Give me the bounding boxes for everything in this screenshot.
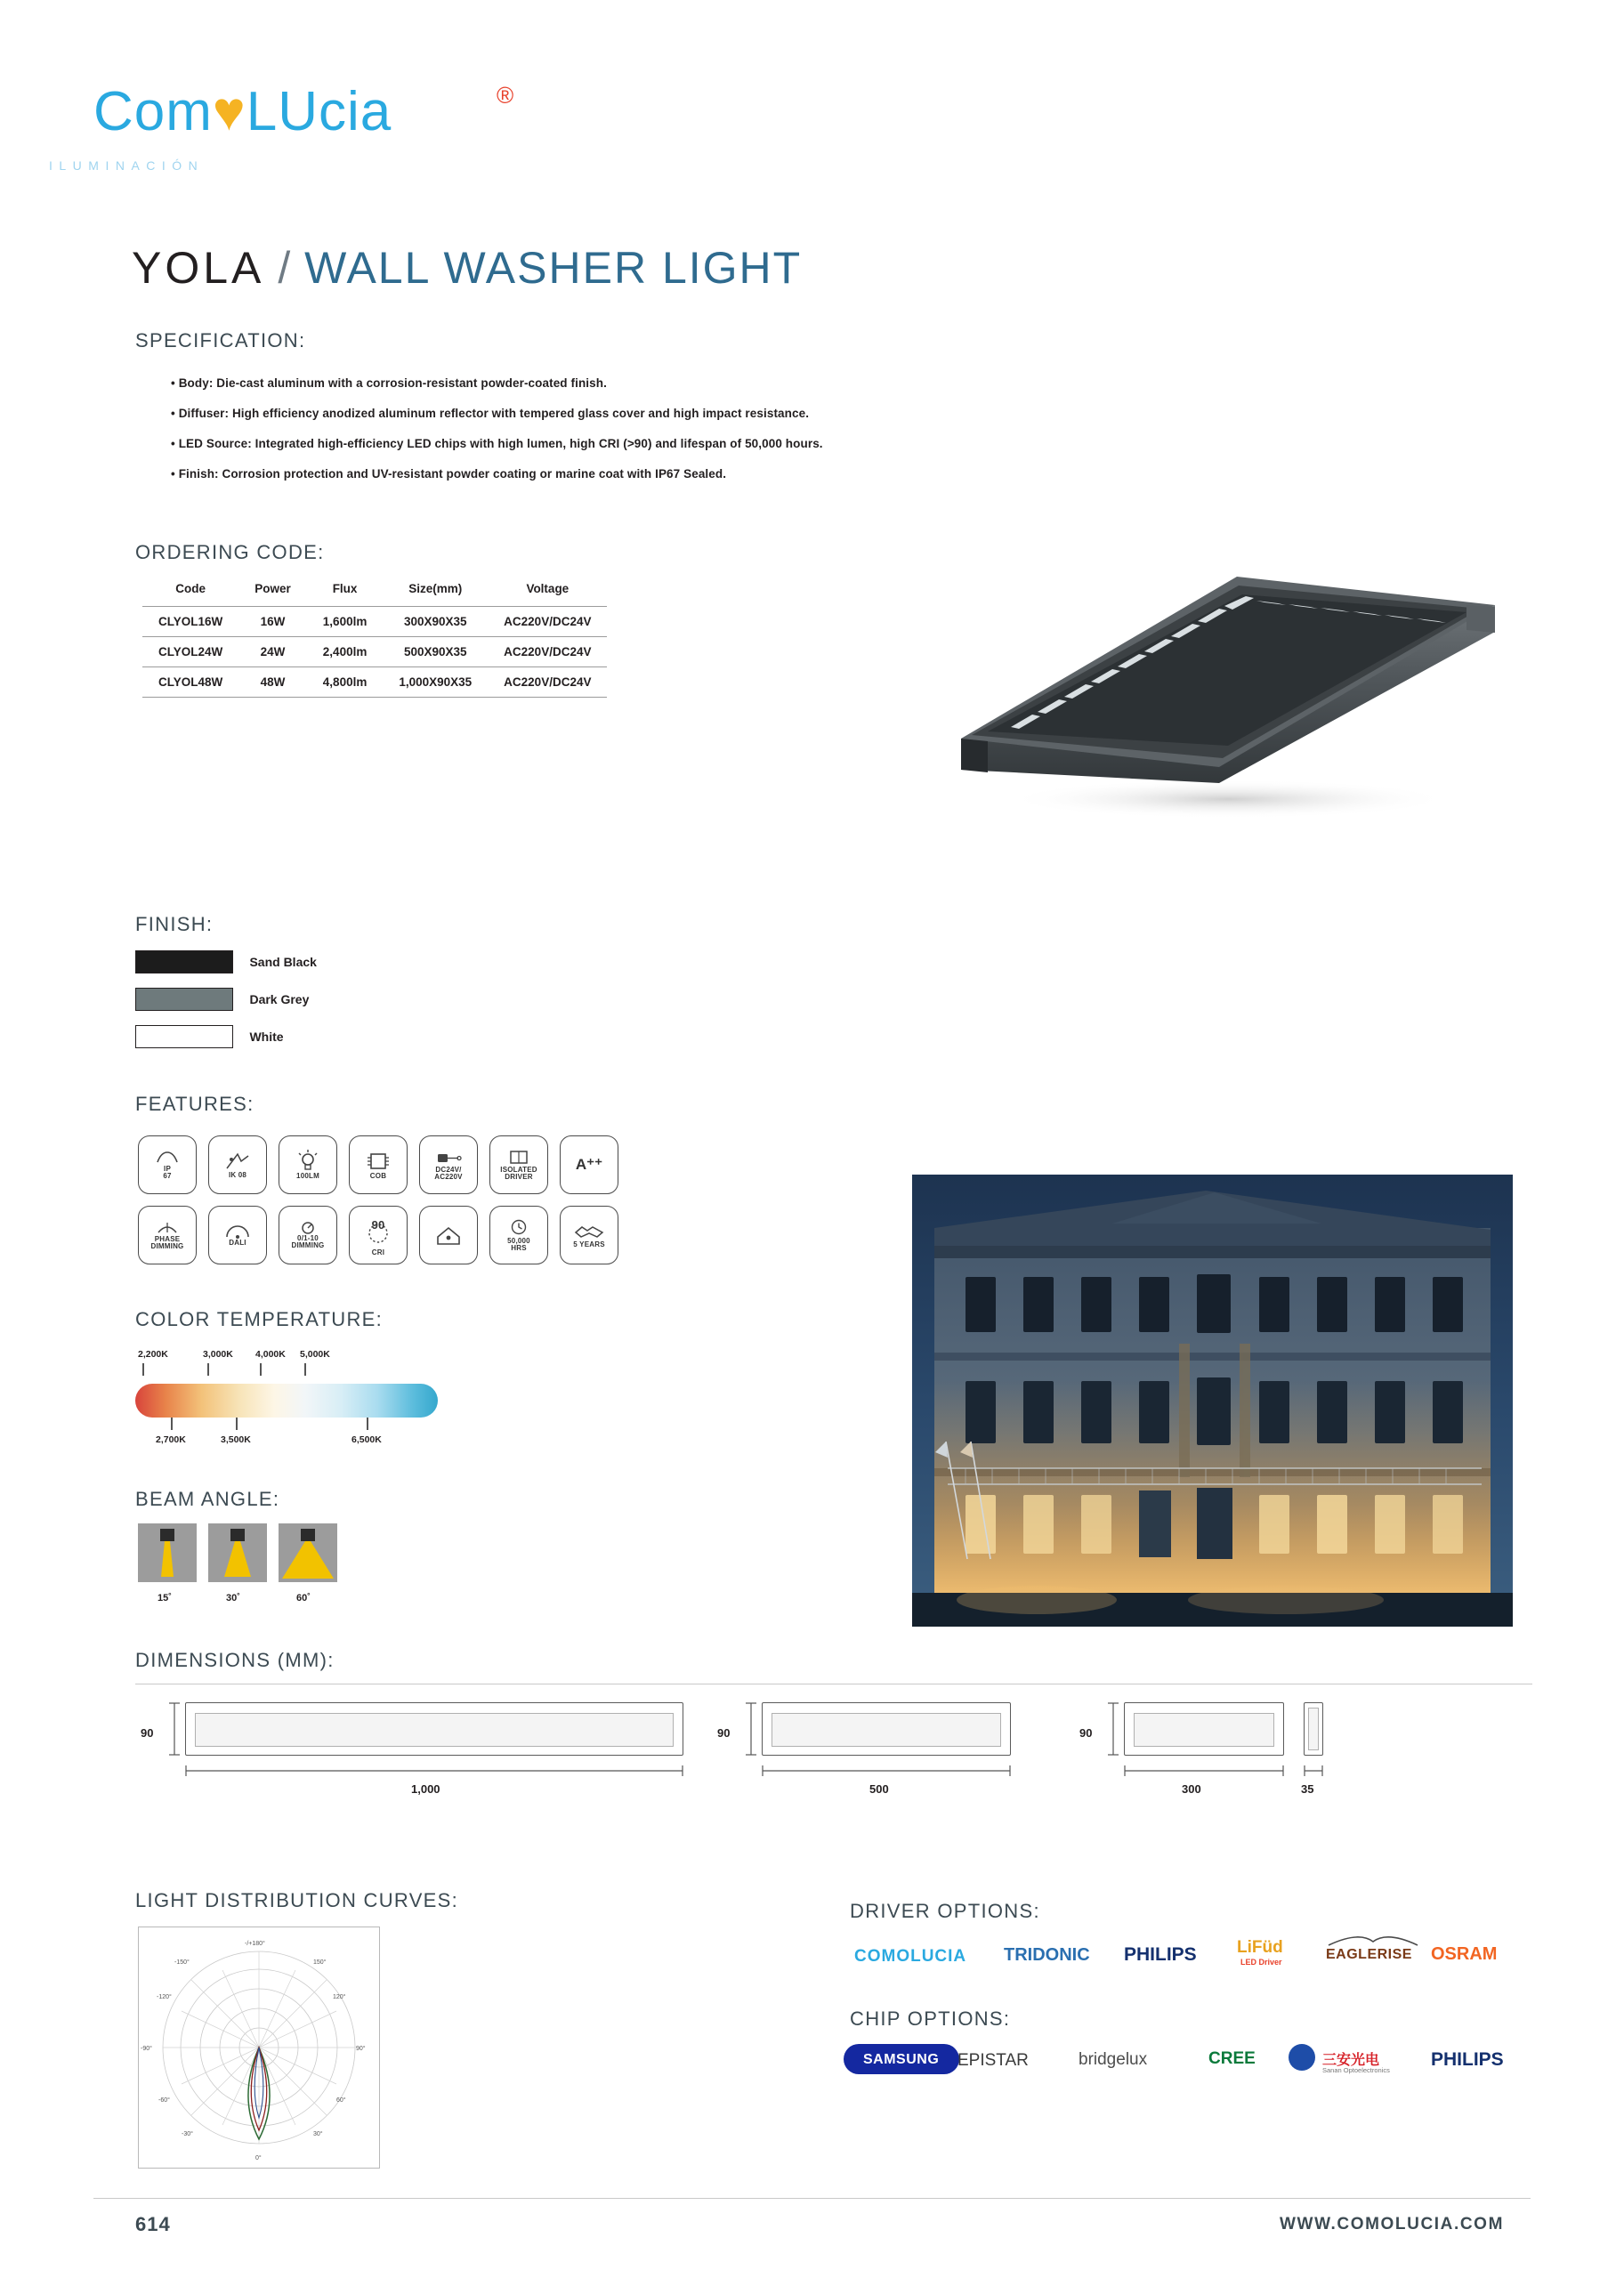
footer-website: WWW.COMOLUCIA.COM — [1280, 2215, 1504, 2234]
registered-trademark-icon: ® — [497, 82, 514, 109]
cct-tick — [260, 1363, 262, 1376]
spec-item: • Body: Die-cast aluminum with a corrosion-resistant powder-coated finish. — [171, 377, 1159, 391]
swatch-dark-grey[interactable] — [135, 988, 233, 1011]
dimension-length-label: 1,000 — [411, 1782, 440, 1796]
dimension-drawing-1000 — [185, 1702, 683, 1756]
cell-flux: 2,400lm — [307, 637, 384, 667]
chip-options-heading: CHIP OPTIONS: — [850, 2007, 1011, 2030]
feature-label: 50,000 — [507, 1236, 530, 1245]
column-header-code: Code — [175, 582, 206, 595]
feature-label: IK 08 — [228, 1170, 247, 1179]
feature-label: DIMMING — [291, 1241, 325, 1249]
ordering-code-heading: ORDERING CODE: — [135, 541, 325, 563]
dimension-length-label: 300 — [1182, 1782, 1201, 1796]
beam-angle-heading: BEAM ANGLE: — [135, 1488, 280, 1510]
table-header-row — [142, 577, 607, 607]
ldc-diagram — [138, 1927, 380, 2169]
svg-text:0°: 0° — [255, 2155, 262, 2161]
svg-text:-/+180°: -/+180° — [245, 1941, 265, 1947]
table-row — [142, 607, 607, 637]
phase-dimming-icon — [138, 1206, 197, 1264]
column-header-size: Size(mm) — [408, 582, 463, 595]
feature-label: HRS — [511, 1244, 527, 1252]
cell-flux: 4,800lm — [307, 667, 384, 698]
dali-icon — [208, 1206, 267, 1264]
ip67-icon — [138, 1135, 197, 1194]
dimension-height-label: 90 — [141, 1726, 154, 1740]
dimension-drawing-500 — [762, 1702, 1011, 1756]
product-model: YOLA — [132, 243, 265, 293]
feature-label: DIMMING — [150, 1242, 184, 1250]
finish-option-sand-black[interactable] — [135, 950, 317, 973]
finish-option-dark-grey[interactable] — [135, 988, 309, 1011]
page-title — [132, 242, 802, 294]
cri90-icon — [349, 1206, 408, 1264]
cct-label-2200k: 2,200K — [138, 1349, 168, 1360]
eaglerise-wing-icon — [1323, 1929, 1423, 1949]
cell-voltage: AC220V/DC24V — [488, 667, 607, 698]
feature-label: 5 YEARS — [573, 1240, 605, 1248]
driver-brand-comolucia: COMOLUCIA — [854, 1947, 967, 1966]
feature-label: A⁺⁺ — [575, 1156, 603, 1173]
driver-brand-eaglerise: EAGLERISE — [1326, 1947, 1412, 1962]
dimension-depth-bracket — [1304, 1764, 1325, 1778]
cob-chip-icon — [349, 1135, 408, 1194]
beam-diagram-15 — [138, 1523, 197, 1582]
feature-label: PHASE — [154, 1234, 181, 1243]
dimension-length-bracket — [762, 1764, 1011, 1778]
chip-brand-sanan: 三安光电 — [1322, 2053, 1380, 2068]
spec-item: • Diffuser: High efficiency anodized aluminum reflector with tempered glass cover and high impact resistance. — [171, 408, 1159, 421]
cell-voltage: AC220V/DC24V — [488, 607, 607, 637]
cell-power: 48W — [238, 667, 307, 698]
cell-size: 300X90X35 — [383, 607, 488, 637]
dimension-length-label: 500 — [869, 1782, 889, 1796]
driver-brand-lifud-sub: LED Driver — [1240, 1958, 1282, 1967]
driver-brand-tridonic: TRIDONIC — [1004, 1945, 1090, 1965]
svg-text:-60°: -60° — [158, 2097, 170, 2104]
cct-label-3500k: 3,500K — [221, 1434, 251, 1445]
driver-brand-philips: PHILIPS — [1124, 1944, 1197, 1965]
chip-brand-cree: CREE — [1208, 2049, 1256, 2068]
isolated-driver-icon — [489, 1135, 548, 1194]
svg-text:120°: 120° — [333, 1994, 346, 2000]
feature-label: DRIVER — [505, 1173, 533, 1181]
svg-text:150°: 150° — [313, 1959, 327, 1966]
chip-brand-epistar: EPISTAR — [957, 2051, 1029, 2070]
cell-flux: 1,600lm — [307, 607, 384, 637]
warranty-icon — [560, 1206, 618, 1264]
spec-item: • Finish: Corrosion protection and UV-resistant powder coating or marine coat with IP67 Sealed. — [171, 468, 1159, 481]
cct-tick — [367, 1418, 368, 1430]
cct-tick — [171, 1418, 173, 1430]
dimension-drawing-300 — [1124, 1702, 1284, 1756]
svg-text:60°: 60° — [336, 2097, 346, 2104]
ldc-heading: LIGHT DISTRIBUTION CURVES: — [135, 1889, 459, 1911]
swatch-white[interactable] — [135, 1025, 233, 1048]
voltage-icon — [419, 1135, 478, 1194]
spec-item: • LED Source: Integrated high-efficiency LED chips with high lumen, high CRI (>90) and lifespan of 50,000 hours. — [171, 438, 1159, 451]
indoor-outdoor-icon — [419, 1206, 478, 1264]
dimension-height-label: 90 — [717, 1726, 731, 1740]
product-photo — [925, 516, 1531, 836]
driver-options-heading: DRIVER OPTIONS: — [850, 1900, 1040, 1922]
finish-label: Dark Grey — [249, 992, 310, 1006]
dimension-depth-label: 35 — [1301, 1782, 1314, 1796]
swatch-sand-black[interactable] — [135, 950, 233, 973]
feature-label: COB — [369, 1171, 387, 1180]
beam-angle-label: 60˚ — [296, 1593, 311, 1603]
cct-label-4000k: 4,000K — [255, 1349, 286, 1360]
feature-label: AC220V — [434, 1173, 463, 1181]
title-separator: / — [278, 243, 292, 293]
0-10v-dimming-icon — [279, 1206, 337, 1264]
beam-diagram-30 — [208, 1523, 267, 1582]
chip-brand-sanan-sub: Sanan Optoelectronics — [1322, 2066, 1390, 2074]
dimension-height-bracket — [1106, 1701, 1120, 1757]
dimension-drawing-depth — [1304, 1702, 1323, 1756]
svg-text:90°: 90° — [356, 2046, 366, 2052]
svg-text:-30°: -30° — [182, 2131, 193, 2137]
cct-tick — [207, 1363, 209, 1376]
feature-label: DC24V/ — [435, 1165, 462, 1174]
application-photo — [912, 1175, 1513, 1627]
cell-power: 16W — [238, 607, 307, 637]
column-header-voltage: Voltage — [526, 582, 570, 595]
driver-brand-lifud: LiFüd — [1237, 1938, 1283, 1957]
beam-angle-label: 15˚ — [158, 1593, 172, 1603]
feature-label: 100LM — [296, 1171, 319, 1180]
cell-code: CLYOL24W — [142, 637, 238, 667]
feature-label: 0/1-10 — [297, 1233, 319, 1242]
finish-option-white[interactable] — [135, 1025, 284, 1048]
driver-brand-osram: OSRAM — [1431, 1944, 1498, 1964]
dimension-height-bracket — [744, 1701, 758, 1757]
ordering-code-table — [142, 577, 607, 698]
feature-label: CRI — [371, 1248, 385, 1256]
table-row — [142, 637, 607, 667]
page-number: 614 — [135, 2213, 171, 2235]
chip-brand-samsung-label: SAMSUNG — [863, 2052, 940, 2067]
chip-brand-philips: PHILIPS — [1431, 2049, 1504, 2070]
cct-tick — [304, 1363, 306, 1376]
logo-wordmark: Com♥LUcia — [93, 81, 392, 142]
cell-voltage: AC220V/DC24V — [488, 637, 607, 667]
column-header-flux: Flux — [332, 582, 358, 595]
feature-label: IP — [164, 1164, 171, 1173]
cct-label-2700k: 2,700K — [156, 1434, 186, 1445]
chip-brand-bridgelux: bridgelux — [1079, 2050, 1148, 2069]
feature-label: 90 — [371, 1218, 385, 1232]
cct-label-5000k: 5,000K — [300, 1349, 330, 1360]
cell-power: 24W — [238, 637, 307, 667]
product-type: WALL WASHER LIGHT — [304, 243, 803, 293]
cct-tick — [142, 1363, 144, 1376]
svg-text:-90°: -90° — [141, 2046, 152, 2052]
specification-heading: SPECIFICATION: — [135, 329, 306, 351]
brand-tagline: ILUMINACIÓN — [49, 158, 205, 173]
beam-angle-label: 30˚ — [226, 1593, 240, 1603]
cct-label-3000k: 3,000K — [203, 1349, 233, 1360]
column-header-power: Power — [255, 582, 291, 595]
feature-label: 67 — [163, 1172, 172, 1180]
lifespan-icon — [489, 1206, 548, 1264]
color-temperature-heading: COLOR TEMPERATURE: — [135, 1308, 384, 1330]
features-heading: FEATURES: — [135, 1093, 255, 1115]
cct-gradient-bar — [135, 1384, 438, 1418]
cell-code: CLYOL16W — [142, 607, 238, 637]
impact-ik08-icon — [208, 1135, 267, 1194]
specification-list — [135, 377, 1159, 497]
footer-divider — [93, 2198, 1531, 2199]
dimension-length-bracket — [1124, 1764, 1284, 1778]
dimension-height-label: 90 — [1079, 1726, 1093, 1740]
cell-code: CLYOL48W — [142, 667, 238, 698]
svg-text:-120°: -120° — [157, 1994, 172, 2000]
cell-size: 500X90X35 — [383, 637, 488, 667]
feature-label: DALI — [229, 1238, 246, 1247]
table-row — [142, 667, 607, 698]
finish-heading: FINISH: — [135, 913, 214, 935]
cct-label-6500k: 6,500K — [351, 1434, 382, 1445]
finish-label: Sand Black — [249, 955, 317, 969]
cell-size: 1,000X90X35 — [383, 667, 488, 698]
dimension-height-bracket — [167, 1701, 182, 1757]
sanan-logo-icon — [1289, 2044, 1315, 2071]
feature-label: ISOLATED — [500, 1165, 537, 1174]
energy-class-icon — [560, 1135, 618, 1194]
cct-tick — [236, 1418, 238, 1430]
beam-diagram-60 — [279, 1523, 337, 1582]
lumen-output-icon — [279, 1135, 337, 1194]
dimensions-heading: DIMENSIONS (MM): — [135, 1649, 335, 1671]
svg-text:-150°: -150° — [174, 1959, 190, 1966]
dimension-length-bracket — [185, 1764, 683, 1778]
svg-text:30°: 30° — [313, 2131, 323, 2137]
finish-label: White — [249, 1030, 284, 1044]
